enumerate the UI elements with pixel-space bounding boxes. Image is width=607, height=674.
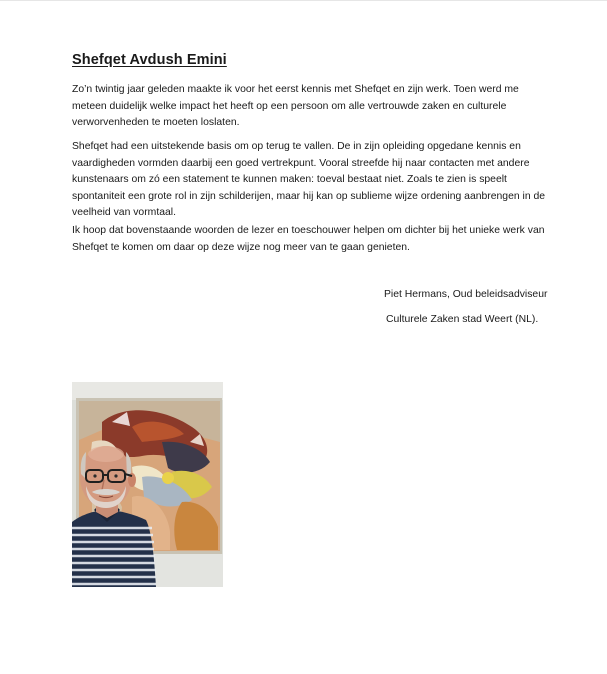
paragraph-closing: Ik hoop dat bovenstaande woorden de lezer en toeschouwer helpen om dichter bij het unieke werk van Shefqet te komen om daar op deze wijze nog meer van te gaan genieten. [72, 225, 545, 253]
paragraph-intro: Zo’n twintig jaar geleden maakte ik voor het eerst kennis met Shefqet en zijn werk. Toen werd me meteen duidelijk welke impact het heeft op een persoon om alle vertrouwde zaken en culturele verworvenheden te moeten loslaten. [72, 84, 519, 128]
artist-portrait-photo [72, 382, 223, 587]
signature-name: Piet Hermans, Oud beleidsadviseur [384, 289, 548, 300]
paragraph-background: Shefqet had een uitstekende basis om op terug te vallen. De in zijn opleiding opgedane kennis en vaardigheden vormden daarbij een goed vertrekpunt. Vooral streefde hij naar contacten met andere kunstenaars om zó een statement te kunnen maken: toeval bestaat niet. Zoals te zien is speelt spontaniteit een grote rol in zijn schilderijen, maar hij kan op sublieme wijze ordening aanbrengen in de veelheid van vormtaal. [72, 141, 546, 218]
signature-affiliation: Culturele Zaken stad Weert (NL). [386, 314, 539, 325]
page-title: Shefqet Avdush Emini [72, 52, 227, 68]
